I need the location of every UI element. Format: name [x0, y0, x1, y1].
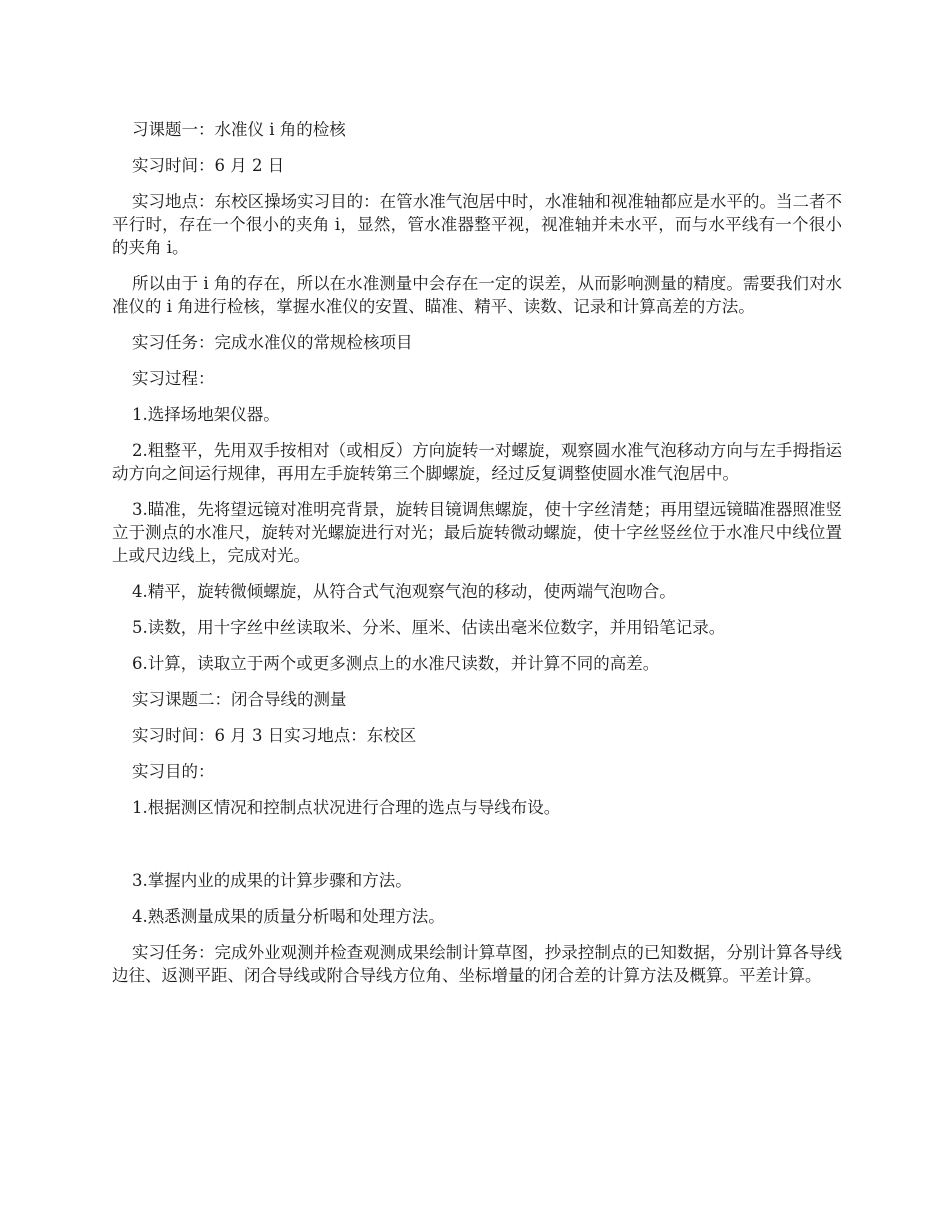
paragraph-step-6: 6.计算，读取立于两个或更多测点上的水准尺读数，并计算不同的高差。: [132, 654, 660, 673]
paragraph-step-1: 1.选择场地架仪器。: [132, 405, 280, 424]
paragraph-step-5: 5.读数，用十字丝中丝读取米、分米、厘米、估读出毫米位数字，并用铅笔记录。: [132, 618, 726, 637]
document-body: [112, 118, 842, 1000]
paragraph-i-angle: 所以由于 i 角的存在，所以在水准测量中会存在一定的误差，从而影响测量的精度。需要我们对水准仪的 i 角进行检核，掌握水准仪的安置、瞄准、精平、读数、记录和计算高差的方法。: [112, 274, 842, 316]
paragraph-location-purpose: 实习地点：东校区操场实习目的：在管水准气泡居中时，水准轴和视准轴都应是水平的。当二者不平行时，存在一个很小的夹角 i，显然，管水准器整平视，视准轴并未水平，而与水平线有一个很小的夹角 i。: [112, 192, 842, 257]
paragraph-task-two: 实习任务：完成外业观测并检查观测成果绘制计算草图，抄录控制点的已知数据，分别计算各导线边往、返测平距、闭合导线或附合导线方位角、坐标增量的闭合差的计算方法及概算。平差计算。: [112, 943, 842, 985]
paragraph-step-4: 4.精平，旋转微倾螺旋，从符合式气泡观察气泡的移动，使两端气泡吻合。: [132, 582, 676, 601]
paragraph-topic-one: 习课题一：水准仪 i 角的检核: [132, 120, 346, 139]
paragraph-topic-two: 实习课题二：闭合导线的测量: [132, 690, 347, 709]
paragraph-purpose-1: 1.根据测区情况和控制点状况进行合理的选点与导线布设。: [132, 798, 561, 817]
paragraph-purpose-4: 4.熟悉测量成果的质量分析喝和处理方法。: [132, 907, 445, 926]
paragraph-date-one: 实习时间：6 月 2 日: [132, 156, 285, 175]
paragraph-process-heading: 实习过程：: [132, 369, 215, 388]
blank-gap: [112, 832, 842, 869]
paragraph-purpose-3: 3.掌握内业的成果的计算步骤和方法。: [132, 871, 412, 890]
paragraph-task-one: 实习任务：完成水准仪的常规检核项目: [132, 333, 413, 352]
paragraph-purpose-heading: 实习目的：: [132, 762, 215, 781]
paragraph-step-3: 3.瞄准，先将望远镜对准明亮背景，旋转目镜调焦螺旋，使十字丝清楚；再用望远镜瞄准器照准竖立于测点的水准尺，旋转对光螺旋进行对光；最后旋转微动螺旋，使十字丝竖丝位于水准尺中线位置上或尺边线上，完成对光。: [112, 500, 842, 565]
paragraph-step-2: 2.粗整平，先用双手按相对（或相反）方向旋转一对螺旋，观察圆水准气泡移动方向与左手拇指运动方向之间运行规律，再用左手旋转第三个脚螺旋，经过反复调整使圆水准气泡居中。: [112, 441, 842, 483]
paragraph-date-location-two: 实习时间：6 月 3 日实习地点：东校区: [132, 726, 417, 745]
